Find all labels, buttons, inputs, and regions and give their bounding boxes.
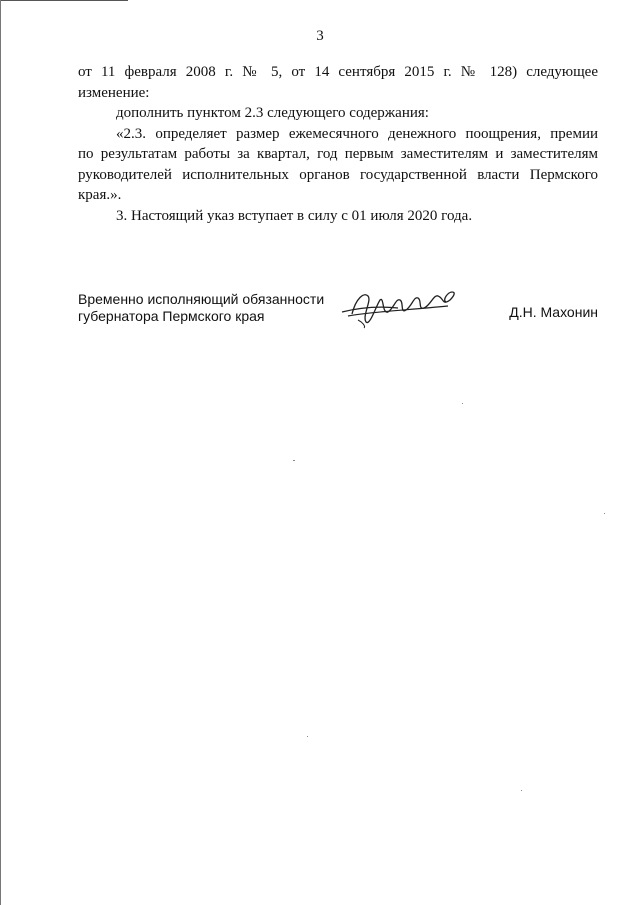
paragraph-1-line-2: изменение: (78, 84, 150, 101)
paragraph-1-line-1: от 11 февраля 2008 г. № 5, от 14 сентября 2015 г. № 128) следующее (78, 64, 598, 80)
document-body (78, 62, 598, 226)
handwritten-signature (338, 286, 462, 330)
scan-speck (307, 736, 308, 737)
paragraph-4: 3. Настоящий указ вступает в силу с 01 июля 2020 года. (116, 207, 473, 224)
scan-speck (521, 790, 522, 791)
signatory-position-line-2: губернатора Пермского края (78, 308, 265, 324)
paragraph-3-line-4: края.». (78, 187, 122, 203)
scan-speck (604, 513, 605, 514)
signatory-position (78, 291, 324, 325)
paragraph-3-line-1: «2.3. определяет размер ежемесячного денежного поощрения, премии (116, 125, 598, 142)
scan-speck (462, 403, 463, 404)
paragraph-3-line-3: руководителей исполнительных органов государственной власти Пермского (78, 166, 598, 183)
scan-edge-top (0, 0, 128, 1)
signatory-name: Д.Н. Махонин (509, 304, 598, 320)
paragraph-2: дополнить пунктом 2.3 следующего содержания: (116, 105, 429, 121)
scan-edge-left (0, 0, 1, 905)
paragraph-3-line-2: по результатам работы за квартал, год первым заместителям и заместителям (78, 146, 598, 162)
page-number: 3 (316, 28, 324, 44)
signatory-position-line-1: Временно исполняющий обязанности (78, 291, 325, 307)
scan-speck (293, 460, 295, 461)
